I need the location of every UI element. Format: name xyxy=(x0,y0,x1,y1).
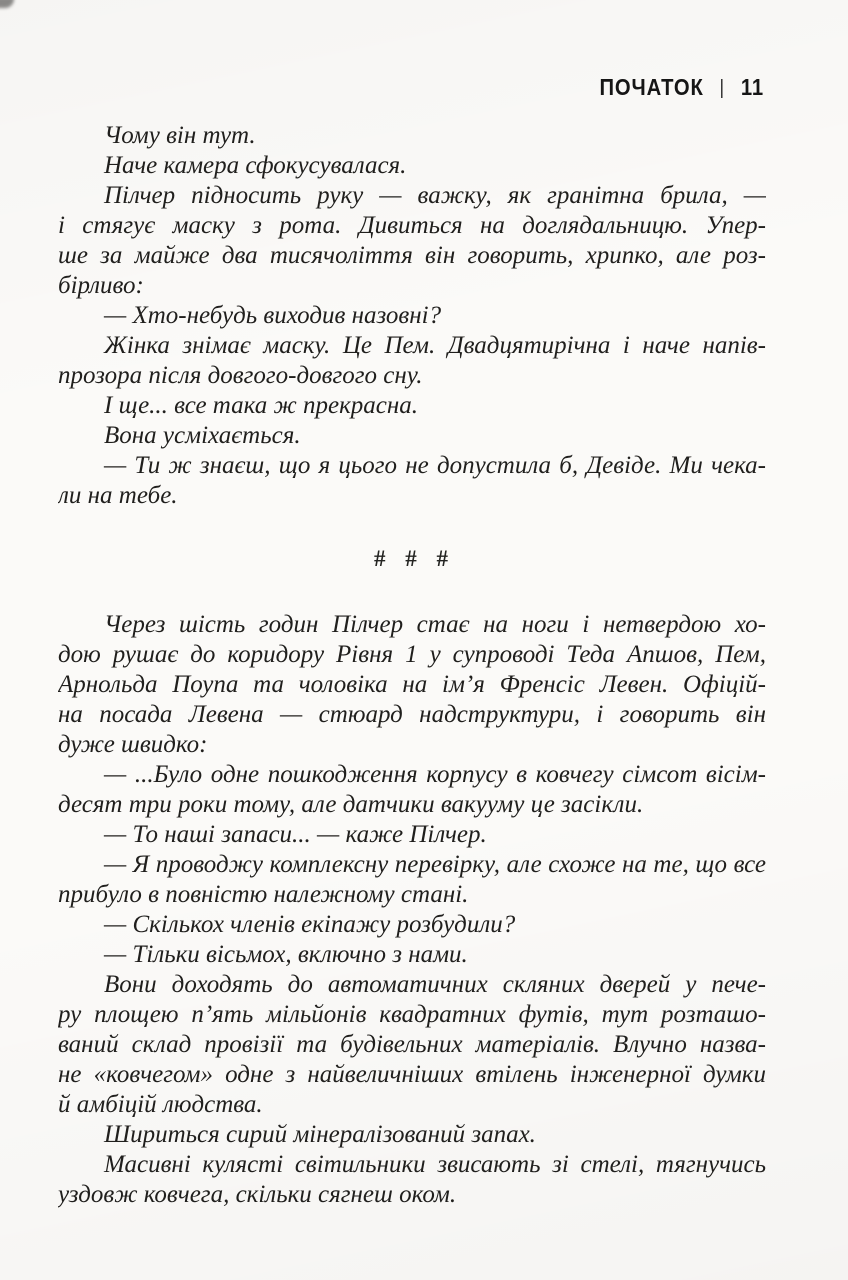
text-line: дуже швидко: xyxy=(58,731,208,758)
text-line: й амбіцій людства. xyxy=(58,1091,263,1118)
paragraph xyxy=(58,1150,766,1210)
scan-smudge-icon xyxy=(0,0,14,8)
text-line: Через шість годин Пілчер стає на ноги і нетвердою хо- xyxy=(104,611,766,638)
paragraph xyxy=(58,1120,766,1150)
text-line: Пілчер підносить руку — важку, як гранітна брила, — xyxy=(104,182,766,209)
paragraph xyxy=(58,850,766,910)
paragraph xyxy=(58,301,766,331)
text-line: на посада Левена — стюард надструктури, і говорить він xyxy=(58,701,766,728)
page-number: 11 xyxy=(740,74,764,100)
text-line: десят три роки тому, але датчики вакууму це засікли. xyxy=(58,791,644,818)
text-line: бірливо: xyxy=(58,272,144,299)
text-line: — Хто-небудь виходив назовні? xyxy=(104,302,442,329)
text-line: Наче камера сфокусувалася. xyxy=(104,152,407,179)
text-line: Шириться сирий мінералізований запах. xyxy=(104,1121,536,1148)
text-body xyxy=(58,121,766,1210)
text-line: ваний склад провізії та будівельних матеріалів. Влучно назва- xyxy=(58,1031,766,1058)
text-line: І ще... все така ж прекрасна. xyxy=(104,392,419,419)
paragraph xyxy=(58,181,766,301)
text-line: ру площею п’ять мільйонів квадратних футів, тут розташо- xyxy=(58,1001,766,1028)
text-line: прозора після довгого-довгого сну. xyxy=(58,362,423,389)
text-line: дою рушає до коридору Рівня 1 у супроводі Теда Апшов, Пем, xyxy=(58,641,766,668)
text-line: не «ковчегом» одне з найвеличніших втілень інженерної думки xyxy=(58,1061,766,1088)
text-line: уздовж ковчега, скільки сягнеш оком. xyxy=(58,1181,457,1208)
section-title: ПОЧАТОК xyxy=(599,74,704,100)
paragraph xyxy=(58,451,766,511)
text-line: Вона усміхається. xyxy=(104,422,301,449)
text-line: і стягує маску з рота. Дивиться на доглядальницю. Упер- xyxy=(58,212,766,239)
text-line: Чому він тут. xyxy=(104,122,256,149)
text-line: — Тільки вісьмох, включно з нами. xyxy=(104,941,468,968)
paragraph xyxy=(58,421,766,451)
paragraph xyxy=(58,151,766,181)
running-header xyxy=(599,74,764,101)
paragraph xyxy=(58,970,766,1120)
text-line: Масивні кулясті світильники звисають зі стелі, тягнучись xyxy=(104,1151,766,1178)
text-line: прибуло в повністю належному стані. xyxy=(58,881,469,908)
paragraph xyxy=(58,121,766,151)
paragraph xyxy=(58,610,766,760)
text-line: — Я проводжу комплексну перевірку, але схоже на те, що все xyxy=(104,851,766,878)
paragraph xyxy=(58,760,766,820)
text-line: — То наші запаси... — каже Пілчер. xyxy=(104,821,487,848)
text-line: — Ти ж знаєш, що я цього не допустила б, Девіде. Ми чека- xyxy=(104,452,766,479)
text-line: ли на тебе. xyxy=(58,482,178,509)
text-line: — Скількох членів екіпажу розбудили? xyxy=(104,911,516,938)
text-line: Вони доходять до автоматичних скляних дверей у пече- xyxy=(104,971,766,998)
text-line: ше за майже два тисячоліття він говорить, хрипко, але роз- xyxy=(58,242,766,269)
paragraph xyxy=(58,331,766,391)
paragraph xyxy=(58,910,766,940)
paragraph xyxy=(58,940,766,970)
text-line: Жінка знімає маску. Це Пем. Двадцятирічна і наче напів- xyxy=(104,332,766,359)
paragraph xyxy=(58,820,766,850)
paragraph xyxy=(58,391,766,421)
section-separator: # # # xyxy=(374,546,450,571)
header-divider: | xyxy=(719,77,725,99)
text-line: — ...Було одне пошкодження корпусу в ковчегу сімсот вісім- xyxy=(104,761,766,788)
text-line: Арнольда Поупа та чоловіка на ім’я Френсіс Левен. Офіцій- xyxy=(58,671,766,698)
